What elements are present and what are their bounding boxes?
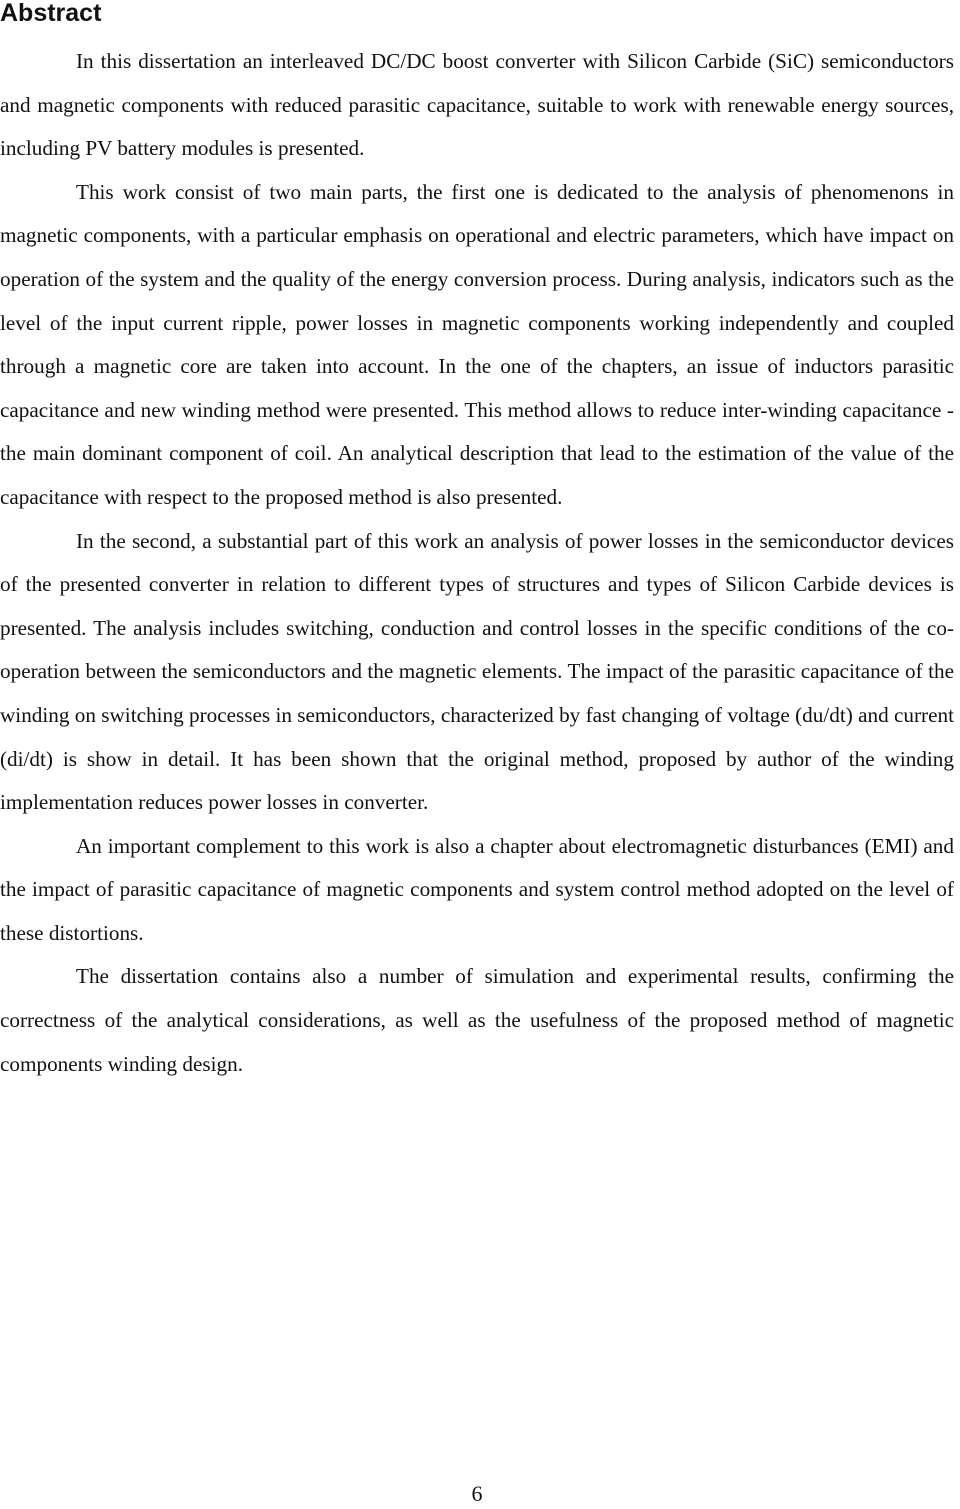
abstract-paragraph-4: An important complement to this work is also a chapter about electromagnetic disturbances (EMI) and the impact of parasitic capacitance of magnetic components and system control method adopted on the level of these distortions. xyxy=(0,833,954,945)
abstract-paragraph-3: In the second, a substantial part of this work an analysis of power losses in the semiconductor devices of the presented converter in relation to different types of structures and types of Silicon Carbide devices is presented. The analysis includes switching, conduction and control losses in the specific conditions of the co-operation between the semiconductors and the magnetic elements. The impact of the parasitic capacitance of the winding on switching processes in semiconductors, characterized by fast changing of voltage (du/dt) and current (di/dt) is show in detail. It has been shown that the original method, proposed by author of the winding implementation reduces power losses in converter. xyxy=(0,528,954,815)
abstract-paragraph-1: In this dissertation an interleaved DC/DC boost converter with Silicon Carbide (SiC) semiconductors and magnetic components with reduced parasitic capacitance, suitable to work with renewable energy sources, including PV battery modules is presented. xyxy=(0,49,954,161)
section-heading: Abstract xyxy=(0,0,102,27)
page-number: 6 xyxy=(471,1481,483,1506)
abstract-body xyxy=(0,40,954,1086)
abstract-paragraph-5: The dissertation contains also a number of simulation and experimental results, confirming the correctness of the analytical considerations, as well as the usefulness of the proposed method of magnetic components winding design. xyxy=(0,964,954,1076)
abstract-paragraph-2: This work consist of two main parts, the first one is dedicated to the analysis of phenomenons in magnetic components, with a particular emphasis on operational and electric parameters, which have impact on operation of the system and the quality of the energy conversion process. During analysis, indicators such as the level of the input current ripple, power losses in magnetic components working independently and coupled through a magnetic core are taken into account. In the one of the chapters, an issue of inductors parasitic capacitance and new winding method were presented. This method allows to reduce inter-winding capacitance - the main dominant component of coil. An analytical description that lead to the estimation of the value of the capacitance with respect to the proposed method is also presented. xyxy=(0,179,954,509)
